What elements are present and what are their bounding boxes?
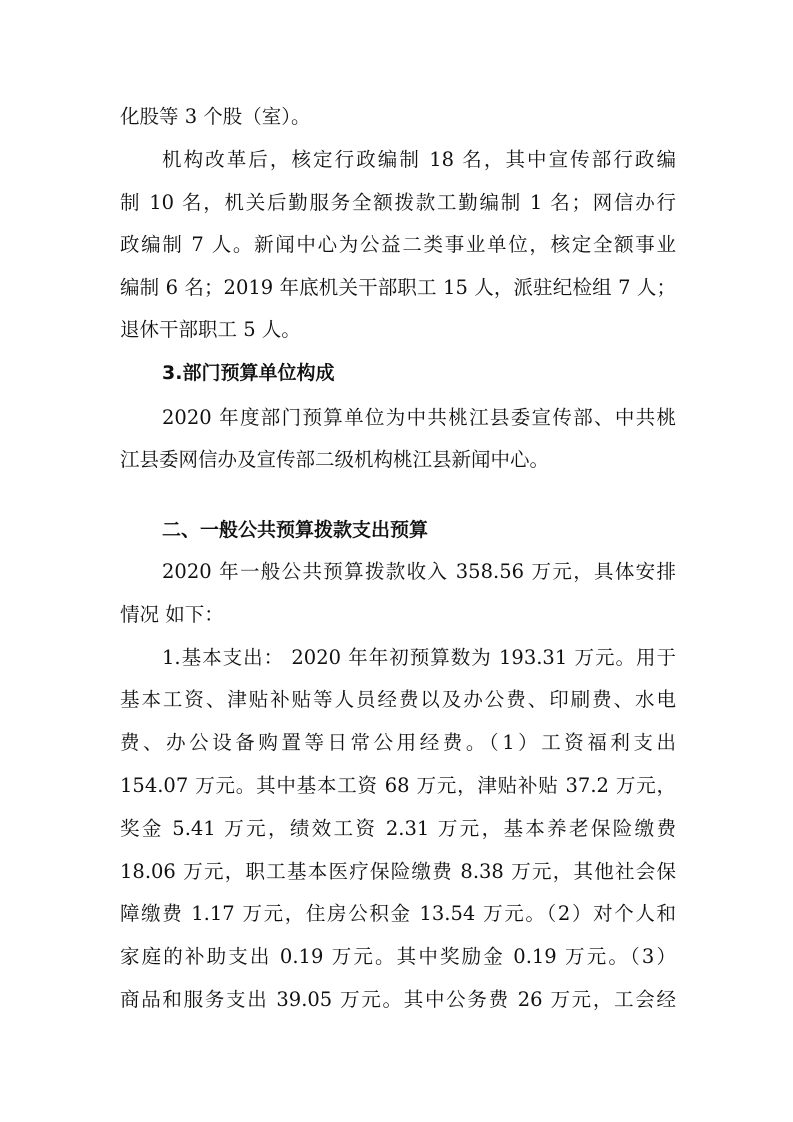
paragraph-line: 154.07 万元。其中基本工资 68 万元，津贴补贴 37.2 万元，	[120, 774, 676, 797]
paragraph-line: 政编制 7 人。新闻中心为公益二类事业单位，核定全额事业	[120, 233, 676, 256]
section-heading: 二、一般公共预算拨款支出预算	[162, 519, 429, 541]
paragraph-line: 机构改革后，核定行政编制 18 名，其中宣传部行政编	[162, 148, 676, 171]
paragraph-line: 情况 如下：	[120, 603, 224, 626]
paragraph-line: 退休干部职工 5 人。	[120, 318, 301, 341]
paragraph-line: 2020 年一般公共预算拨款收入 358.56 万元，具体安排	[162, 560, 676, 583]
paragraph-line: 制 10 名，机关后勤服务全额拨款工勤编制 1 名；网信办行	[120, 191, 676, 214]
paragraph-line: 基本工资、津贴补贴等人员经费以及办公费、印刷费、水电	[120, 688, 676, 711]
paragraph-line: 奖金 5.41 万元，绩效工资 2.31 万元，基本养老保险缴费	[120, 817, 676, 840]
paragraph-line: 障缴费 1.17 万元，住房公积金 13.54 万元。（2）对个人和	[120, 902, 676, 925]
paragraph-line: 编制 6 名；2019 年底机关干部职工 15 人，派驻纪检组 7 人；	[120, 276, 676, 299]
section-heading: 3.部门预算单位构成	[162, 362, 335, 384]
paragraph-line: 江县委网信办及宣传部二级机构桃江县新闻中心。	[120, 448, 550, 471]
paragraph-line: 1.基本支出： 2020 年年初预算数为 193.31 万元。用于	[162, 646, 676, 669]
paragraph-line: 化股等 3 个股（室）。	[120, 105, 311, 128]
paragraph-line: 18.06 万元，职工基本医疗保险缴费 8.38 万元，其他社会保	[120, 860, 676, 883]
paragraph-line: 2020 年度部门预算单位为中共桃江县委宣传部、中共桃	[162, 406, 676, 429]
paragraph-line: 商品和服务支出 39.05 万元。其中公务费 26 万元，工会经	[120, 988, 676, 1011]
paragraph-line: 家庭的补助支出 0.19 万元。其中奖励金 0.19 万元。（3）	[120, 945, 676, 968]
paragraph-line: 费、办公设备购置等日常公用经费。（1）工资福利支出	[120, 731, 676, 754]
